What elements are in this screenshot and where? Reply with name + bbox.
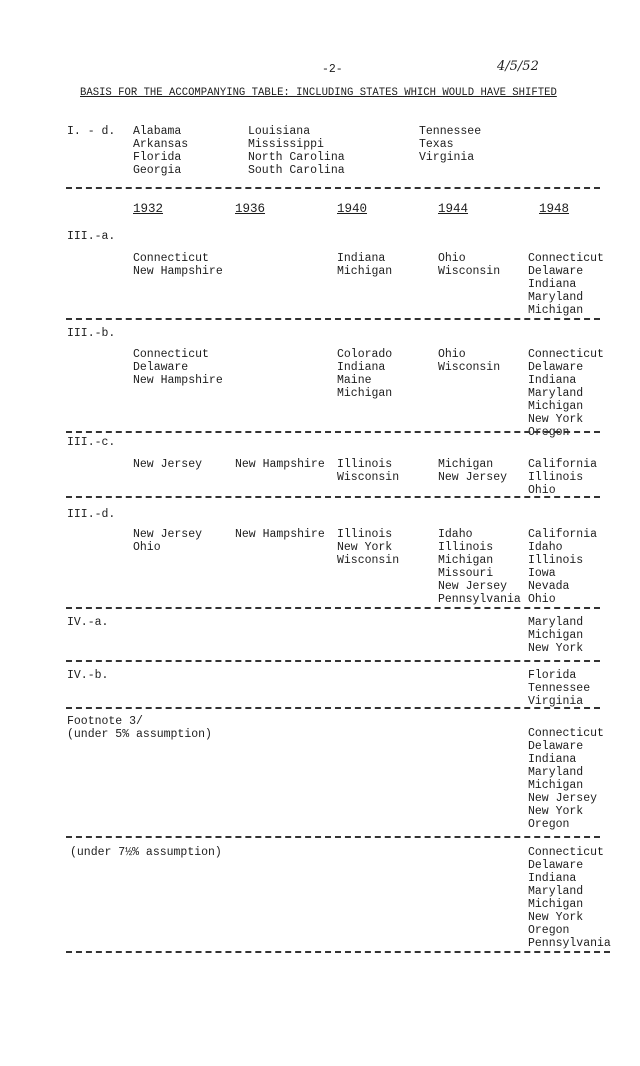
row-label-iii-b: III.-b.: [67, 327, 116, 340]
cell-iii-d-1936: New Hampshire: [235, 528, 325, 541]
year-header-1936: 1936: [235, 202, 266, 216]
divider: [66, 707, 600, 709]
cell-footnote-7-1948: Connecticut Delaware Indiana Maryland Michigan New York Oregon Pennsylvania: [528, 846, 611, 950]
cell-iii-a-1932: Connecticut New Hampshire: [133, 252, 223, 278]
cell-iii-d-1940: Illinois New York Wisconsin: [337, 528, 400, 567]
cell-iii-a-1944: Ohio Wisconsin: [438, 252, 501, 278]
row-label-iv-b: IV.-b.: [67, 669, 109, 682]
divider: [66, 431, 600, 433]
page-number: -2-: [322, 63, 343, 76]
row-label-footnote-7: (under 7½% assumption): [70, 846, 222, 859]
section-i-col1: Alabama Arkansas Florida Georgia: [133, 125, 189, 177]
cell-iii-a-1948: Connecticut Delaware Indiana Maryland Michigan: [528, 252, 604, 317]
year-header-1932: 1932: [133, 202, 164, 216]
cell-footnote-5-1948: Connecticut Delaware Indiana Maryland Michigan New Jersey New York Oregon: [528, 727, 604, 831]
row-label-iii-c: III.-c.: [67, 436, 116, 449]
row-label-iv-a: IV.-a.: [67, 616, 109, 629]
year-header-1940: 1940: [337, 202, 368, 216]
cell-iii-c-1932: New Jersey: [133, 458, 203, 471]
cell-iii-d-1944: Idaho Illinois Michigan Missouri New Jersey Pennsylvania: [438, 528, 521, 606]
cell-iv-b-1948: Florida Tennessee Virginia: [528, 669, 591, 708]
section-i-label: I. - d.: [67, 125, 116, 138]
cell-iii-b-1944: Ohio Wisconsin: [438, 348, 501, 374]
year-header-1944: 1944: [438, 202, 469, 216]
cell-iii-d-1948: California Idaho Illinois Iowa Nevada Ohio: [528, 528, 598, 606]
section-i-col2: Louisiana Mississippi North Carolina South Carolina: [248, 125, 345, 177]
section-i-col3: Tennessee Texas Virginia: [419, 125, 482, 164]
cell-iii-c-1944: Michigan New Jersey: [438, 458, 508, 484]
cell-iii-a-1940: Indiana Michigan: [337, 252, 393, 278]
divider: [66, 496, 600, 498]
cell-iii-c-1948: California Illinois Ohio: [528, 458, 598, 497]
page-date: 4/5/52: [497, 59, 539, 74]
page-title: BASIS FOR THE ACCOMPANYING TABLE: INCLUDING STATES WHICH WOULD HAVE SHIFTED: [80, 87, 557, 99]
row-label-iii-d: III.-d.: [67, 508, 116, 521]
divider: [66, 660, 600, 662]
divider: [66, 318, 600, 320]
row-label-iii-a: III.-a.: [67, 230, 116, 243]
divider: [66, 951, 610, 953]
cell-iv-a-1948: Maryland Michigan New York: [528, 616, 584, 655]
divider: [66, 607, 600, 609]
row-label-footnote-5: Footnote 3/ (under 5% assumption): [67, 715, 212, 741]
cell-iii-c-1936: New Hampshire: [235, 458, 325, 471]
divider: [66, 187, 600, 189]
cell-iii-b-1948: Connecticut Delaware Indiana Maryland Michigan New York Oregon: [528, 348, 604, 439]
cell-iii-c-1940: Illinois Wisconsin: [337, 458, 400, 484]
cell-iii-b-1932: Connecticut Delaware New Hampshire: [133, 348, 223, 387]
divider: [66, 836, 600, 838]
year-header-1948: 1948: [539, 202, 570, 216]
cell-iii-b-1940: Colorado Indiana Maine Michigan: [337, 348, 393, 400]
cell-iii-d-1932: New Jersey Ohio: [133, 528, 203, 554]
